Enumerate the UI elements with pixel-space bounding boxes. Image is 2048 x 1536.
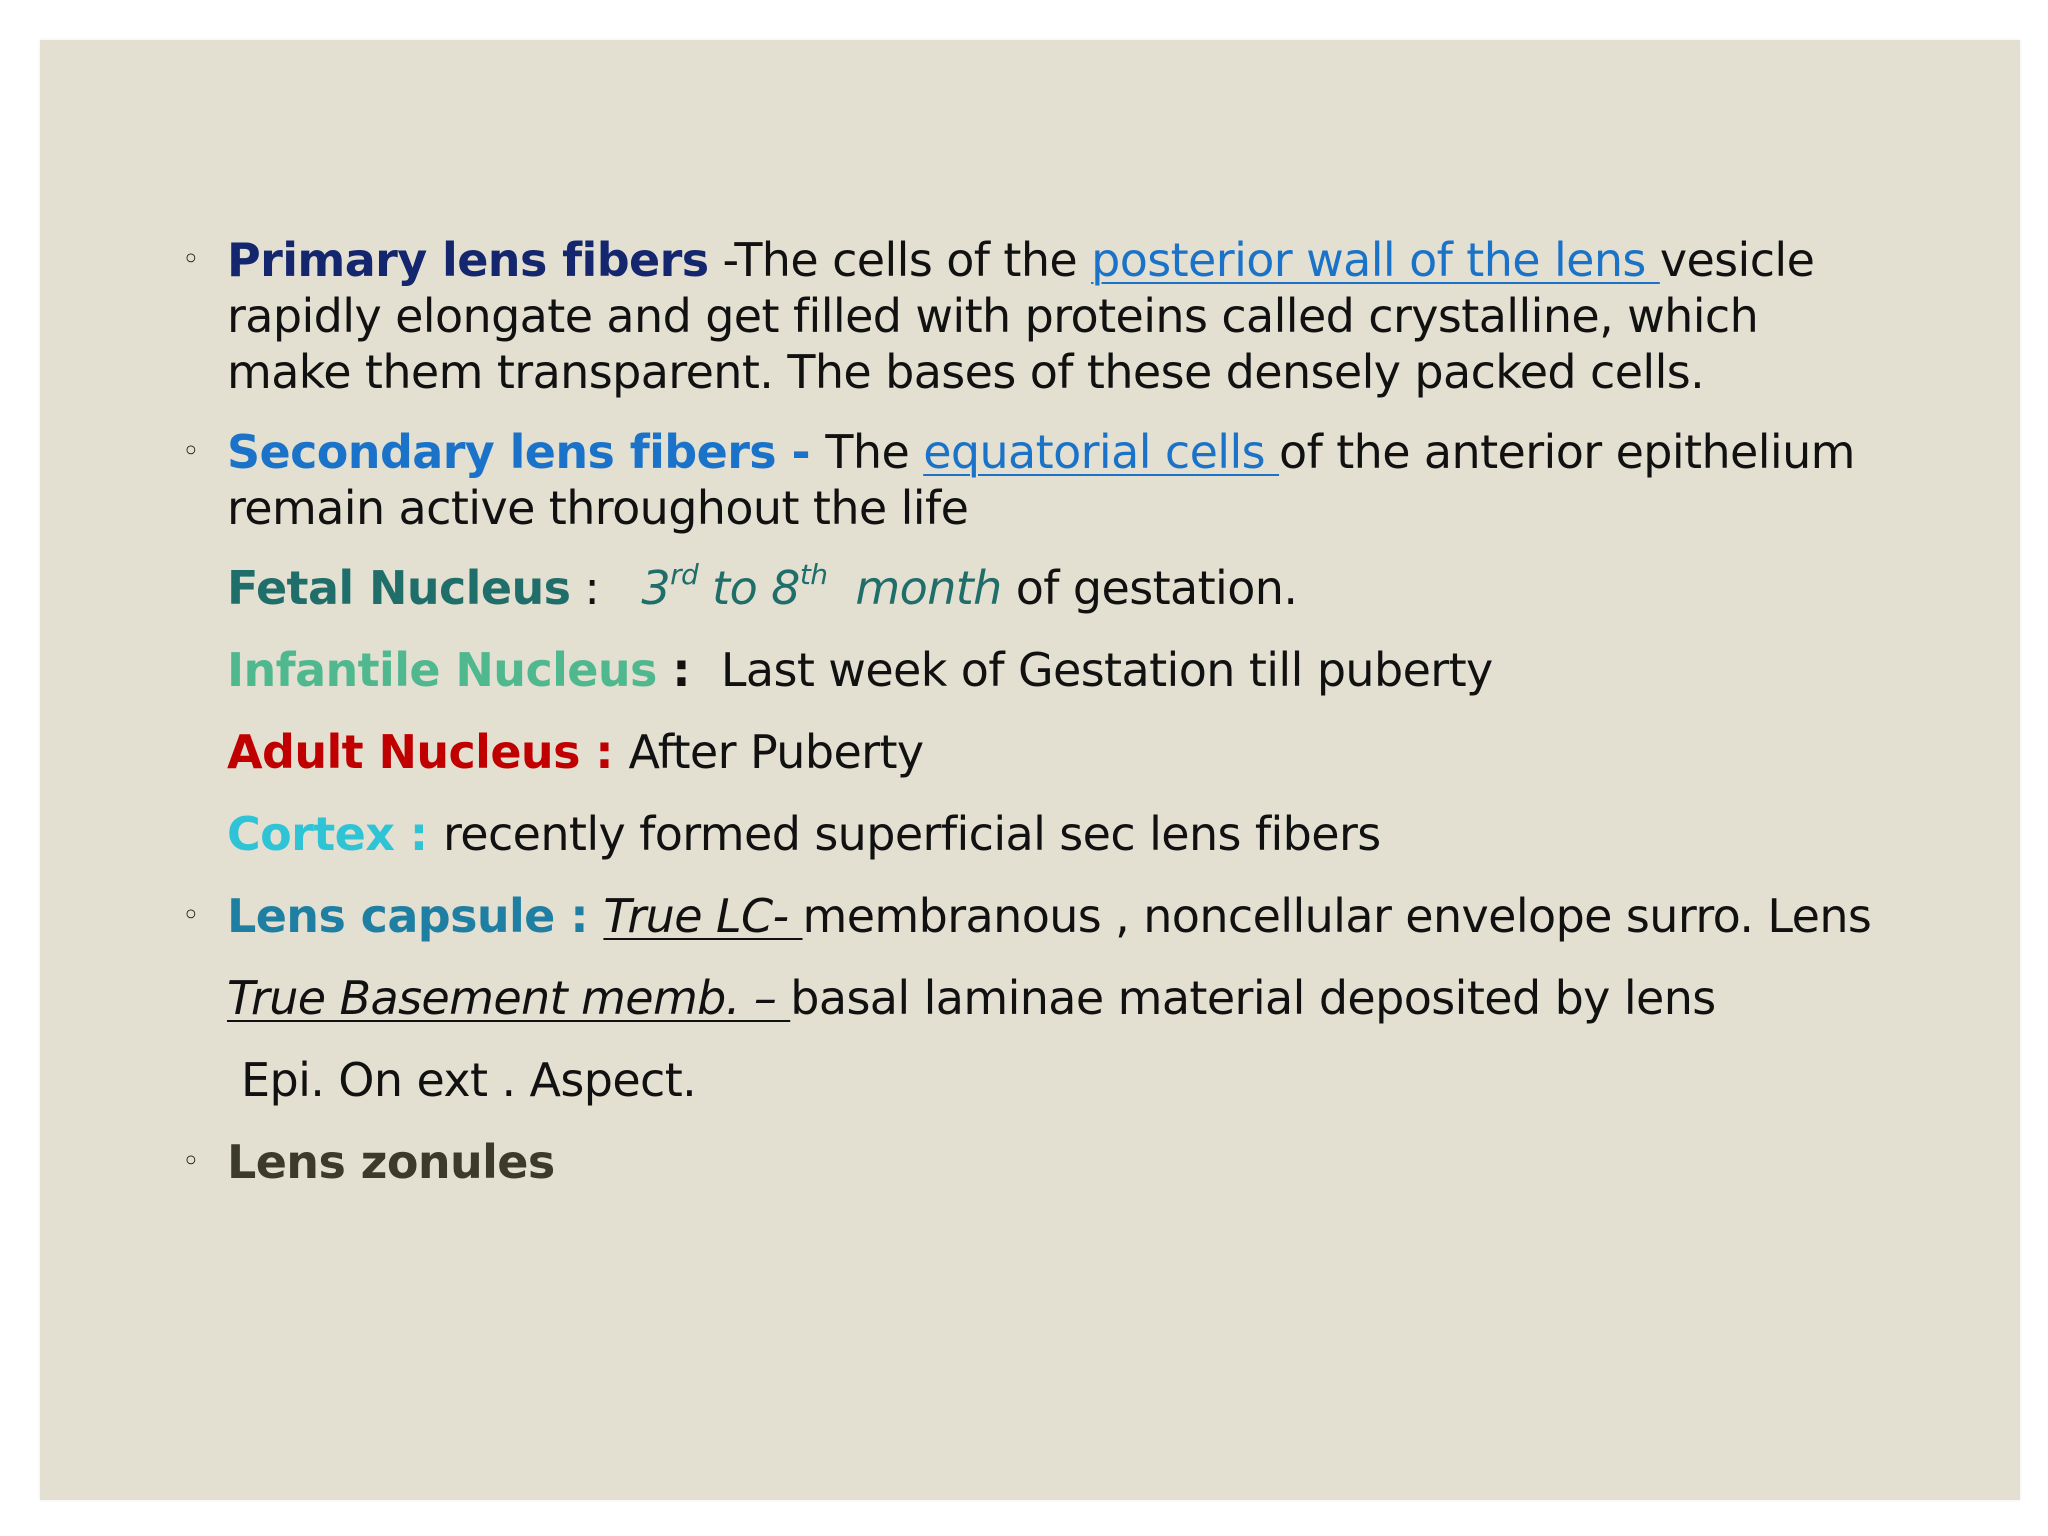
fetal-sep: : — [570, 561, 642, 615]
primary-line-1 — [227, 232, 1814, 288]
fetal-sup-rd: rd — [670, 558, 699, 591]
bullet-zonules: ◦ — [182, 1144, 200, 1179]
infantile-nucleus-line — [227, 642, 1493, 698]
slide — [40, 40, 2020, 1500]
fetal-mid: to 8 — [698, 561, 800, 615]
fetal-nucleus-line — [227, 560, 1297, 616]
infantile-term: Infantile Nucleus — [227, 643, 657, 697]
bullet-secondary: ◦ — [182, 434, 200, 469]
secondary-post: of the anterior epithelium — [1279, 425, 1855, 479]
adult-term: Adult Nucleus : — [227, 725, 629, 779]
posterior-wall-link[interactable]: posterior wall of the lens — [1091, 233, 1660, 287]
infantile-text: Last week of Gestation till puberty — [720, 643, 1493, 697]
equatorial-cells-link[interactable]: equatorial cells — [923, 425, 1280, 479]
primary-term: Primary lens fibers — [227, 233, 709, 287]
fetal-n1: 3 — [641, 561, 671, 615]
capsule-line-1 — [227, 888, 1871, 944]
capsule-text-2: basal laminae material deposited by lens — [790, 971, 1716, 1025]
adult-text: After Puberty — [628, 725, 924, 779]
primary-post: vesicle — [1659, 233, 1815, 287]
cortex-line — [227, 806, 1381, 862]
bullet-primary: ◦ — [182, 242, 200, 277]
secondary-pre: The — [825, 425, 924, 479]
capsule-line-3: Epi. On ext . Aspect. — [227, 1053, 697, 1107]
capsule-text: membranous , noncellular envelope surro. Lens — [802, 889, 1872, 943]
bullet-capsule: ◦ — [182, 898, 200, 933]
primary-line-3: make them transparent. The bases of these densely packed cells. — [227, 345, 1705, 399]
secondary-term: Secondary lens fibers - — [227, 425, 826, 479]
true-lc-label: True LC- — [603, 889, 803, 943]
primary-line-2: rapidly elongate and get filled with proteins called crystalline, which — [227, 289, 1759, 343]
cortex-text: recently formed superficial sec lens fibers — [442, 807, 1381, 861]
capsule-term: Lens capsule : — [227, 889, 604, 943]
fetal-sup-th: th — [799, 558, 828, 591]
true-bm-label: True Basement memb. – — [227, 971, 791, 1025]
fetal-term: Fetal Nucleus — [227, 561, 571, 615]
fetal-month: month — [827, 561, 1002, 615]
secondary-line-2: remain active throughout the life — [227, 481, 969, 535]
infantile-sep: : — [656, 643, 721, 697]
primary-pre: -The cells of the — [708, 233, 1092, 287]
fetal-rest: of gestation. — [1001, 561, 1298, 615]
cortex-term: Cortex : — [227, 807, 443, 861]
zonules-term: Lens zonules — [227, 1135, 555, 1189]
secondary-line-1 — [227, 424, 1855, 480]
zonules-line — [227, 1134, 555, 1190]
capsule-line-2 — [227, 970, 1716, 1026]
fetal-range — [641, 558, 1002, 615]
adult-nucleus-line — [227, 724, 924, 780]
